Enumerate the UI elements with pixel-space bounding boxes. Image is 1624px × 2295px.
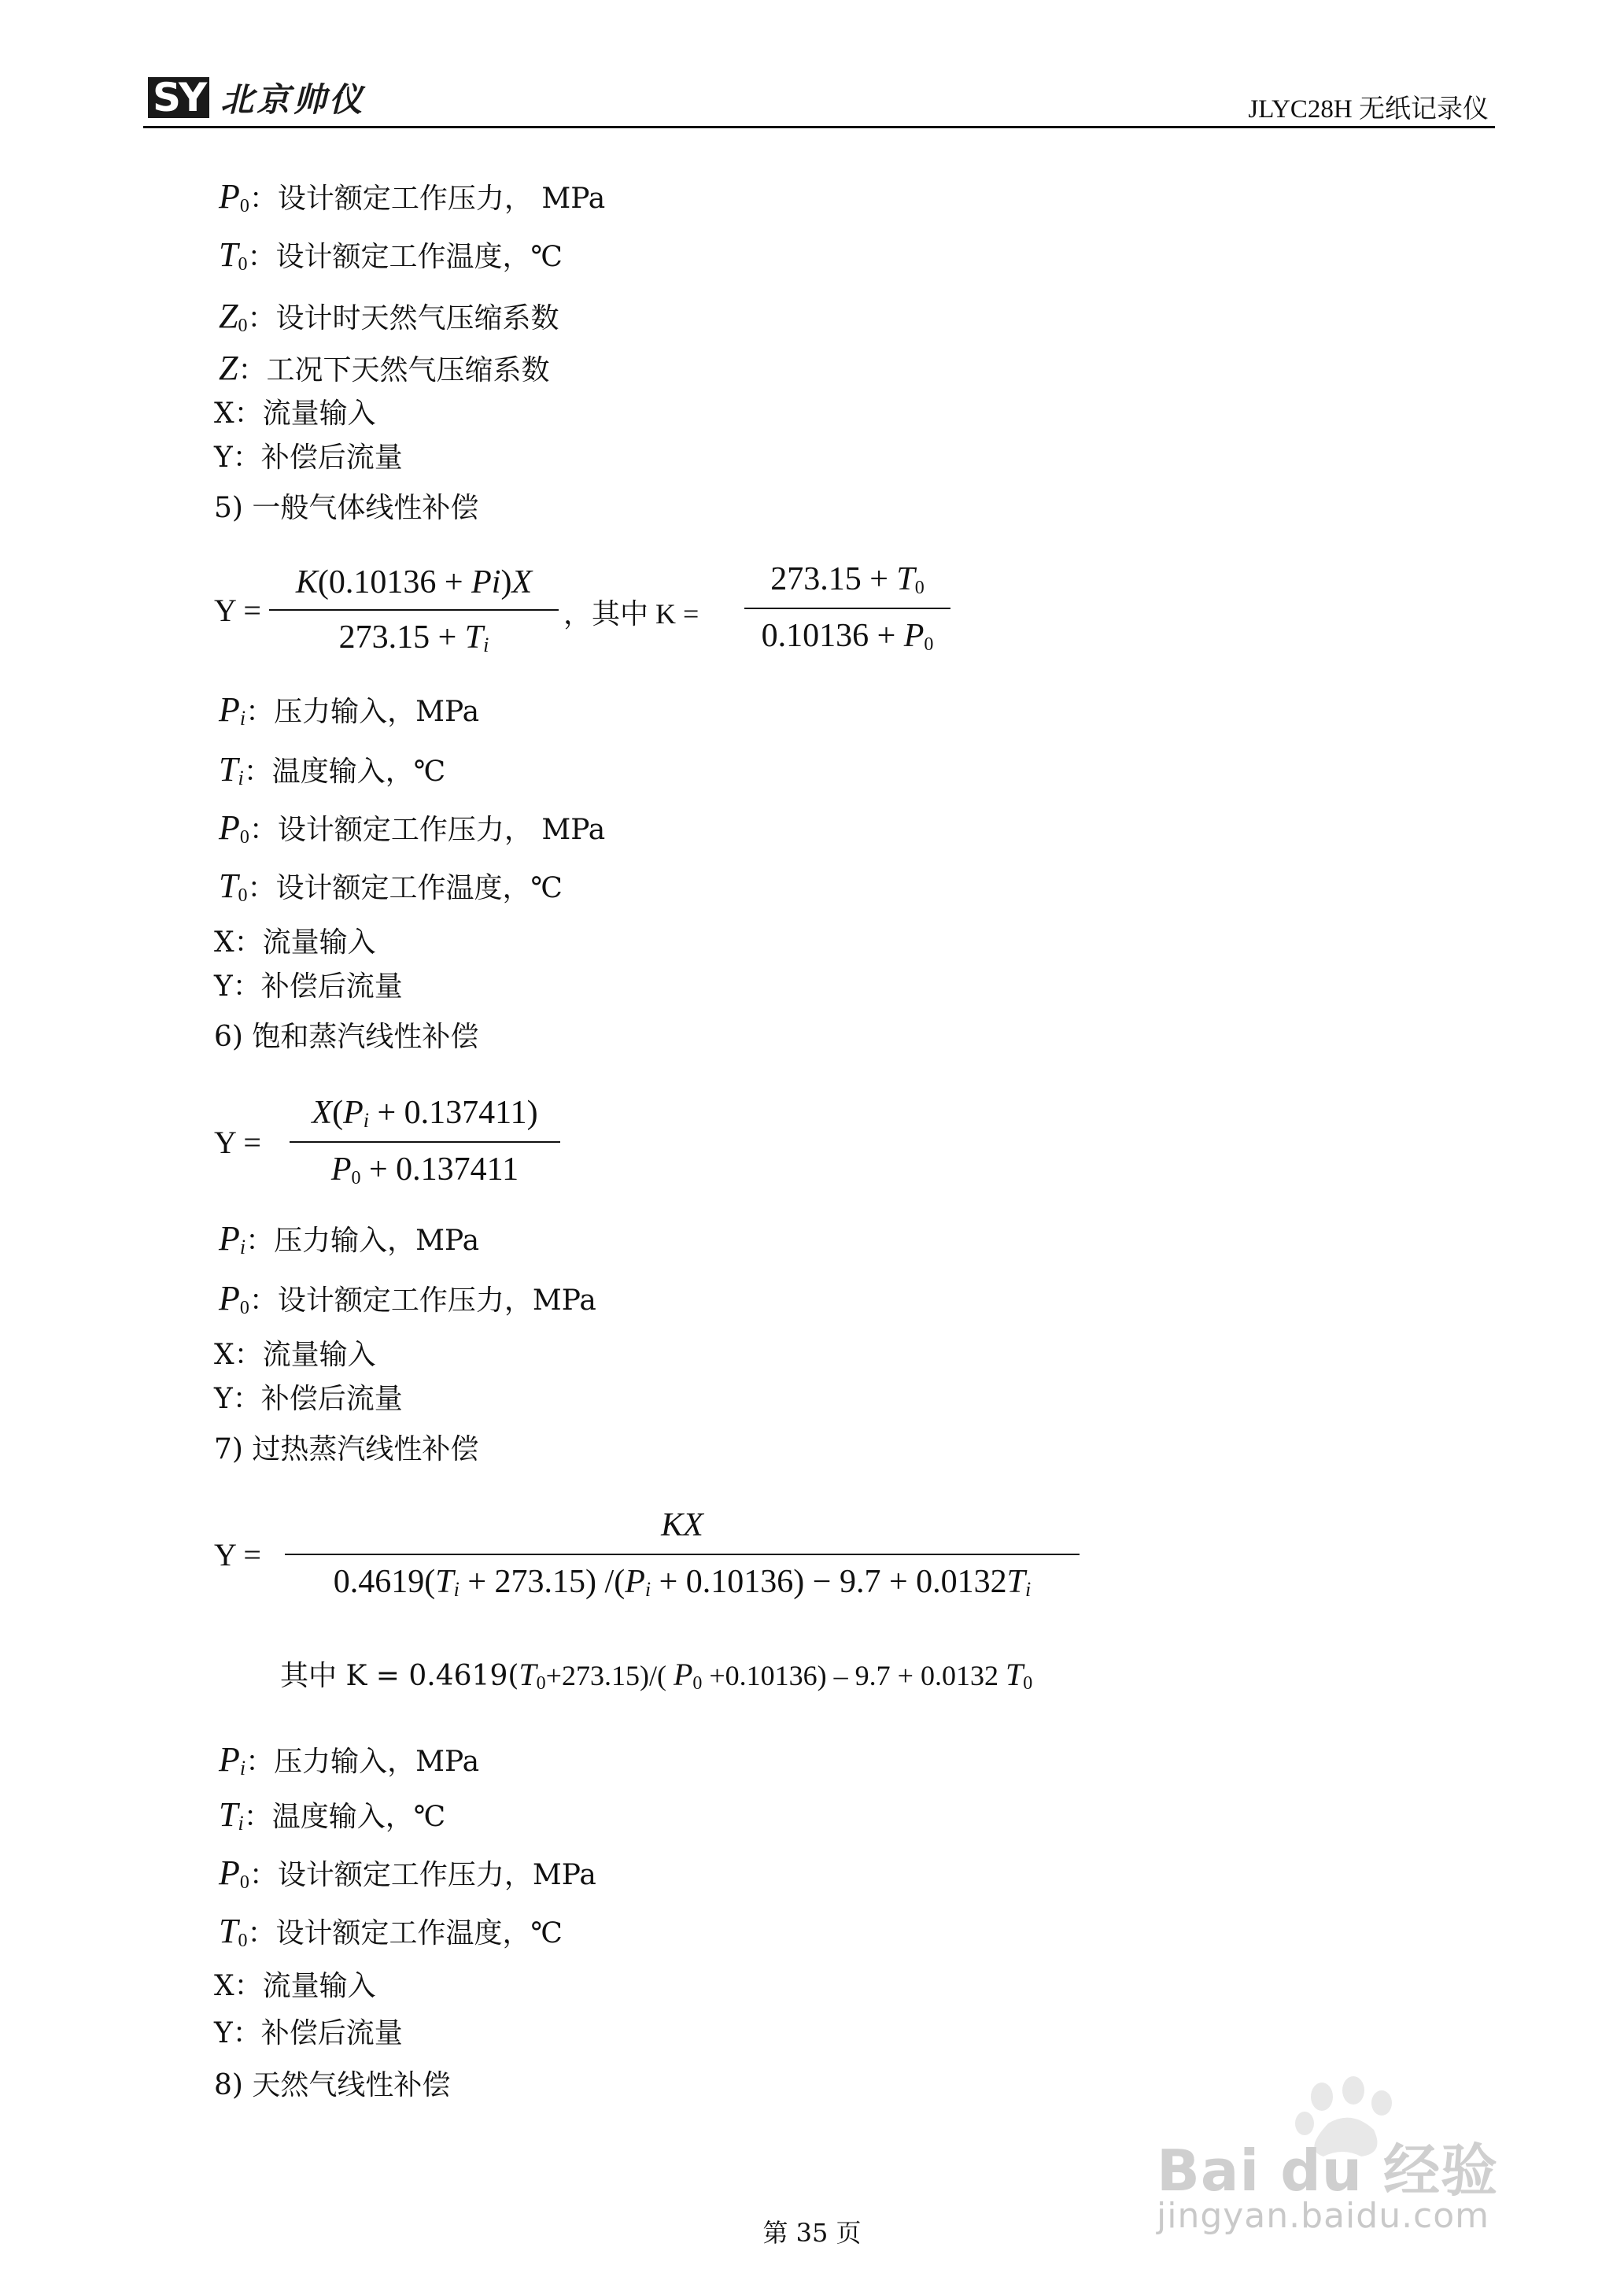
eq5-numerator: K(0.10136 + Pi)X <box>295 564 533 601</box>
s7-def-ti: Ti：温度输入，℃ <box>219 1795 445 1835</box>
eq7-bar <box>285 1554 1080 1555</box>
eq7-k-definition: 其中 K = 0.4619(T0+273.15)/( P0 +0.10136) – 9.7 + 0.0132 T0 <box>280 1657 1033 1694</box>
eq6-lhs: Y = <box>214 1125 261 1160</box>
eq5-bar <box>269 609 559 611</box>
brand-logo <box>148 74 365 121</box>
eq6-numerator: X(Pi + 0.137411) <box>312 1095 538 1133</box>
s6-def-x: X：流量输入 <box>214 1339 376 1371</box>
eq6-fraction <box>290 1094 560 1195</box>
s5-def-x: X：流量输入 <box>214 926 376 959</box>
eq6-bar <box>290 1141 560 1143</box>
def-y: Y：补偿后流量 <box>214 442 403 474</box>
s7-def-pi: Pi：压力输入，MPa <box>219 1740 480 1780</box>
section-heading-8: 8) 天然气线性补偿 <box>214 2069 451 2101</box>
s7-def-y: Y：补偿后流量 <box>214 2017 403 2049</box>
s6-def-pi: Pi：压力输入，MPa <box>219 1219 480 1259</box>
def-z: Z：工况下天然气压缩系数 <box>219 349 550 387</box>
document-title: JLYC28H 无纸记录仪 <box>1248 95 1489 124</box>
def-z0: Z0：设计时天然气压缩系数 <box>219 297 559 336</box>
s5-def-y: Y：补偿后流量 <box>214 970 403 1003</box>
logo-mark: SY <box>148 77 209 118</box>
watermark-brand: Bai du 经验 <box>1157 2138 1499 2204</box>
def-p0: P0：设计额定工作压力， MPa <box>219 177 606 216</box>
eq5-k-denominator: 0.10136 + P0 <box>761 618 934 655</box>
section-heading-7: 7) 过热蒸汽线性补偿 <box>214 1433 479 1465</box>
s6-def-y: Y：补偿后流量 <box>214 1383 403 1415</box>
eq7-lhs: Y = <box>214 1537 261 1572</box>
logo-text: 北京帅仪 <box>220 80 366 119</box>
section-heading-5: 5) 一般气体线性补偿 <box>214 492 479 524</box>
section-heading-6: 6) 饱和蒸汽线性补偿 <box>214 1021 479 1053</box>
s5-def-t0: T0：设计额定工作温度，℃ <box>219 867 563 906</box>
watermark-url: jingyan.baidu.com <box>1157 2196 1490 2236</box>
eq5-denominator: 273.15 + Ti <box>338 619 489 657</box>
eq7-fraction <box>285 1506 1080 1609</box>
eq5-lhs: Y = <box>214 593 261 628</box>
eq5-k-fraction <box>744 560 950 663</box>
eq5-k-bar <box>744 608 950 609</box>
eq5-k-numerator: 273.15 + T0 <box>770 561 925 598</box>
def-x: X：流量输入 <box>214 397 376 430</box>
header-rule <box>143 126 1495 128</box>
s7-def-t0: T0：设计额定工作温度，℃ <box>219 1912 563 1951</box>
s6-def-p0: P0：设计额定工作压力，MPa <box>219 1279 596 1318</box>
eq5-k-intro: ，其中 K = <box>563 598 699 630</box>
def-t0: T0：设计额定工作温度，℃ <box>219 235 563 275</box>
eq5-fraction <box>269 564 559 661</box>
eq6-denominator: P0 + 0.137411 <box>330 1151 519 1188</box>
s7-def-p0: P0：设计额定工作压力，MPa <box>219 1853 596 1893</box>
page-number: 第 35 页 <box>762 2218 862 2248</box>
s5-def-p0: P0：设计额定工作压力， MPa <box>219 808 606 848</box>
s5-def-ti: Ti：温度输入，℃ <box>219 750 445 790</box>
s5-def-pi: Pi：压力输入，MPa <box>219 690 480 730</box>
s7-def-x: X：流量输入 <box>214 1970 376 2002</box>
eq7-numerator: KX <box>661 1507 703 1543</box>
eq7-denominator: 0.4619(Ti + 273.15) /(Pi + 0.10136) − 9.7 + 0.0132Ti <box>333 1564 1032 1602</box>
